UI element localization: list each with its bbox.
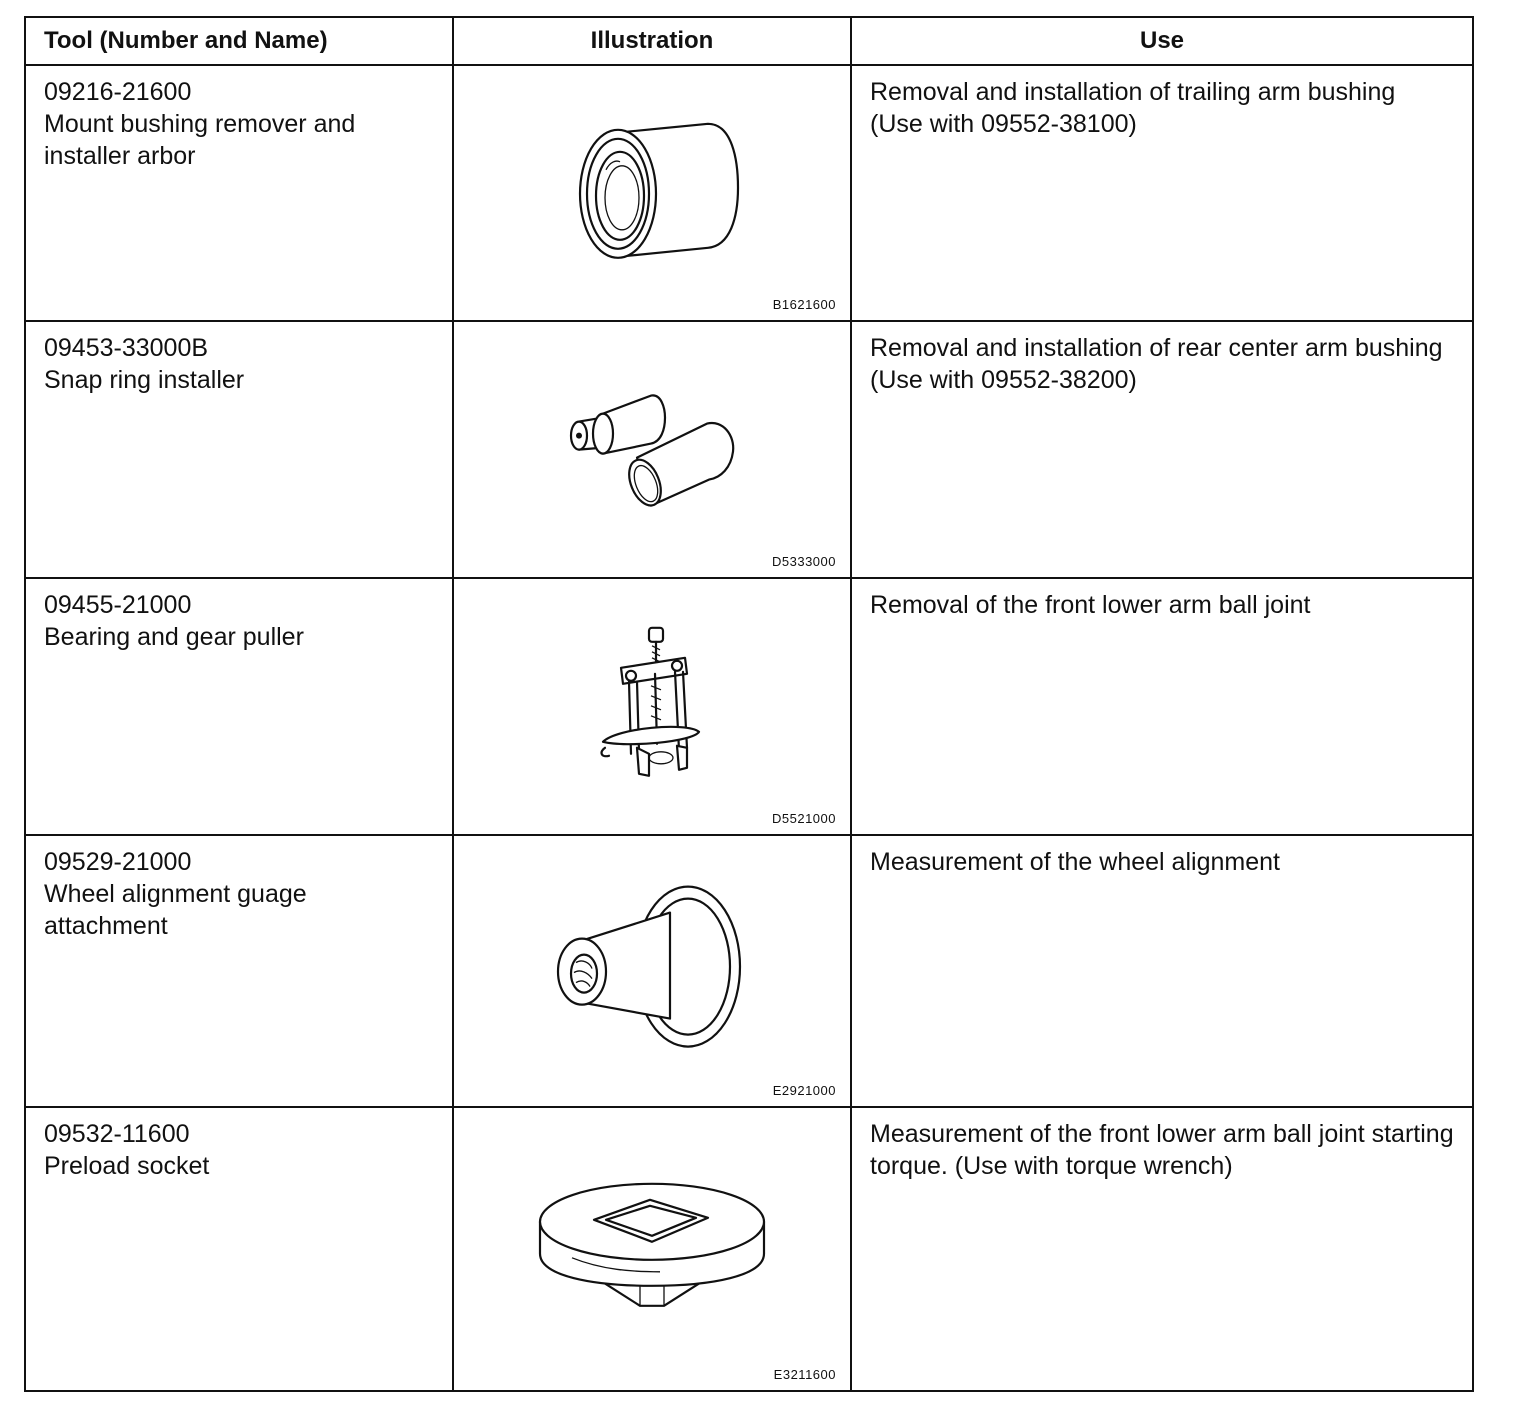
header-use: Use [851, 17, 1473, 65]
snap-ring-installer-icon [557, 387, 747, 507]
use-cell: Measurement of the front lower arm ball joint starting torque. (Use with torque wrench) [851, 1107, 1473, 1391]
illustration-cell [453, 835, 851, 1107]
tool-cell [25, 578, 453, 835]
tool-number: 09529-21000 [44, 848, 192, 876]
tool-number: 09216-21600 [44, 78, 192, 106]
illustration-cell [453, 65, 851, 321]
header-row [25, 17, 1473, 65]
tool-cell [25, 65, 453, 321]
gear-puller-icon [597, 623, 707, 783]
special-tools-table [24, 16, 1474, 1392]
use-cell: Measurement of the wheel alignment [851, 835, 1473, 1107]
table-row [25, 1107, 1473, 1391]
use-cell: Removal and installation of trailing arm bushing (Use with 09552-38100) [851, 65, 1473, 321]
illustration-cell [453, 578, 851, 835]
header-tool: Tool (Number and Name) [25, 17, 453, 65]
tool-name: Snap ring installer [44, 366, 245, 394]
table-row [25, 578, 1473, 835]
illustration-code: D5521000 [772, 811, 836, 826]
tool-name: Bearing and gear puller [44, 623, 304, 651]
illustration-cell [453, 321, 851, 578]
tool-cell [25, 321, 453, 578]
use-cell: Removal and installation of rear center arm bushing (Use with 09552-38200) [851, 321, 1473, 578]
use-cell: Removal of the front lower arm ball joint [851, 578, 1473, 835]
tool-number: 09532-11600 [44, 1120, 190, 1148]
header-illustration: Illustration [453, 17, 851, 65]
bushing-arbor-icon [562, 110, 742, 270]
tool-cell [25, 835, 453, 1107]
tool-name: Mount bushing remover and installer arbor [44, 110, 356, 170]
tool-number: 09455-21000 [44, 591, 192, 619]
tool-name: Wheel alignment guage attachment [44, 880, 307, 940]
alignment-attachment-icon [552, 883, 752, 1053]
illustration-cell [453, 1107, 851, 1391]
preload-socket-icon [532, 1166, 772, 1326]
tool-name: Preload socket [44, 1152, 210, 1180]
illustration-code: E3211600 [773, 1367, 836, 1382]
table-row [25, 835, 1473, 1107]
tool-cell [25, 1107, 453, 1391]
illustration-code: E2921000 [772, 1083, 836, 1098]
table-row [25, 65, 1473, 321]
tool-number: 09453-33000B [44, 334, 209, 362]
illustration-code: B1621600 [772, 297, 836, 312]
table-row [25, 321, 1473, 578]
illustration-code: D5333000 [772, 554, 836, 569]
